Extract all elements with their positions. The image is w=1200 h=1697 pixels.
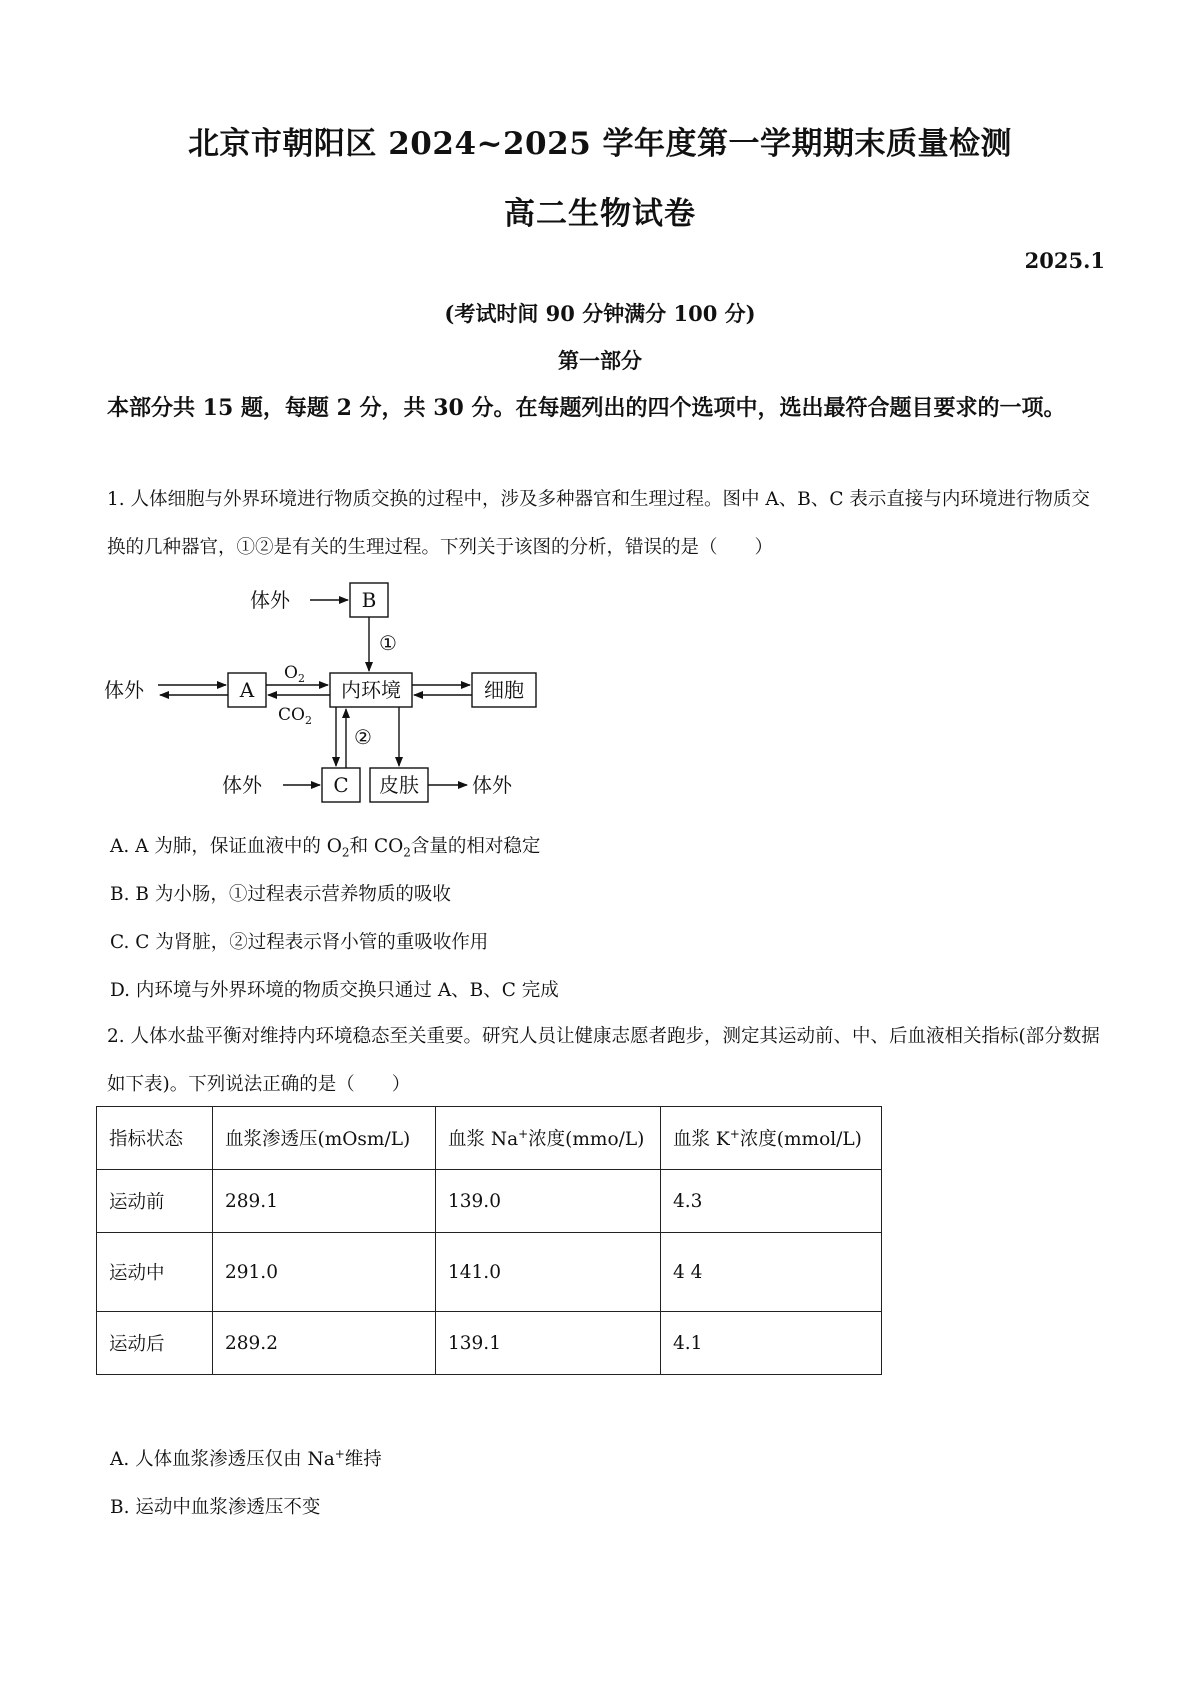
blood-index-table [96, 1106, 882, 1375]
exam-duration: (考试时间 90 分钟满分 100 分) [444, 301, 756, 326]
cell-potassium: 4.1 [661, 1312, 882, 1375]
question-1-stem: 1. 人体细胞与外界环境进行物质交换的过程中，涉及多种器官和生理过程。图中 A、B、C 表示直接与内环境进行物质交换的几种器官，①②是有关的生理过程。下列关于该图的分析，错误的是（ ） [107, 489, 1090, 558]
table-row [97, 1233, 882, 1312]
exam-date: 2025.1 [1024, 248, 1105, 273]
exchange-diagram [100, 580, 560, 810]
co2-label: $CO_2$ [278, 705, 312, 727]
cell-potassium: 4.3 [661, 1170, 882, 1233]
process-1-label: ① [379, 631, 397, 655]
table-header-row [97, 1107, 882, 1170]
cell-state: 运动前 [97, 1170, 213, 1233]
header-state: 指标状态 [97, 1107, 213, 1170]
q1-option-a: A. A 为肺，保证血液中的 $O_2$和 $CO_2$含量的相对稳定 [110, 836, 541, 860]
label-a: A [239, 678, 255, 702]
q2-option-a: A. 人体血浆渗透压仅由 Na+维持 [110, 1446, 382, 1470]
outside-label-left: 体外 [104, 678, 144, 702]
question-2-stem: 2. 人体水盐平衡对维持内环境稳态至关重要。研究人员让健康志愿者跑步，测定其运动前、中、后血液相关指标(部分数据如下表)。下列说法正确的是（ ） [107, 1026, 1100, 1095]
cell-state: 运动后 [97, 1312, 213, 1375]
label-internal: 内环境 [341, 678, 401, 702]
part-instructions: 本部分共 15 题，每题 2 分，共 30 分。在每题列出的四个选项中，选出最符合题目要求的一项。 [107, 395, 1066, 421]
q2-option-b: B. 运动中血浆渗透压不变 [110, 1497, 321, 1518]
label-cell: 细胞 [484, 678, 524, 702]
q1-option-b: B. B 为小肠，①过程表示营养物质的吸收 [110, 884, 451, 905]
outside-label-bottom-right: 体外 [472, 773, 512, 797]
exam-subtitle: 高二生物试卷 [504, 196, 696, 232]
cell-sodium: 139.1 [436, 1312, 661, 1375]
o2-label: $O_2$ [284, 663, 305, 685]
q1-option-d: D. 内环境与外界环境的物质交换只通过 A、B、C 完成 [110, 980, 559, 1001]
cell-osmolality: 291.0 [213, 1233, 436, 1312]
cell-sodium: 139.0 [436, 1170, 661, 1233]
process-2-label: ② [354, 725, 372, 749]
label-skin: 皮肤 [379, 773, 419, 797]
label-c: C [333, 773, 349, 797]
outside-label-top: 体外 [250, 588, 290, 612]
table-row [97, 1170, 882, 1233]
outside-label-bottom-left: 体外 [222, 773, 262, 797]
part-heading: 第一部分 [558, 348, 642, 373]
header-osmolality: 血浆渗透压(mOsm/L) [213, 1107, 436, 1170]
cell-osmolality: 289.1 [213, 1170, 436, 1233]
header-potassium: 血浆 K+浓度(mmol/L) [661, 1107, 882, 1170]
label-b: B [361, 588, 377, 612]
cell-sodium: 141.0 [436, 1233, 661, 1312]
table-row [97, 1312, 882, 1375]
cell-potassium: 4 4 [661, 1233, 882, 1312]
header-sodium: 血浆 Na+浓度(mmo/L) [436, 1107, 661, 1170]
exam-title: 北京市朝阳区 2024~2025 学年度第一学期期末质量检测 [187, 126, 1013, 162]
cell-state: 运动中 [97, 1233, 213, 1312]
cell-osmolality: 289.2 [213, 1312, 436, 1375]
q1-option-c: C. C 为肾脏，②过程表示肾小管的重吸收作用 [110, 932, 489, 953]
